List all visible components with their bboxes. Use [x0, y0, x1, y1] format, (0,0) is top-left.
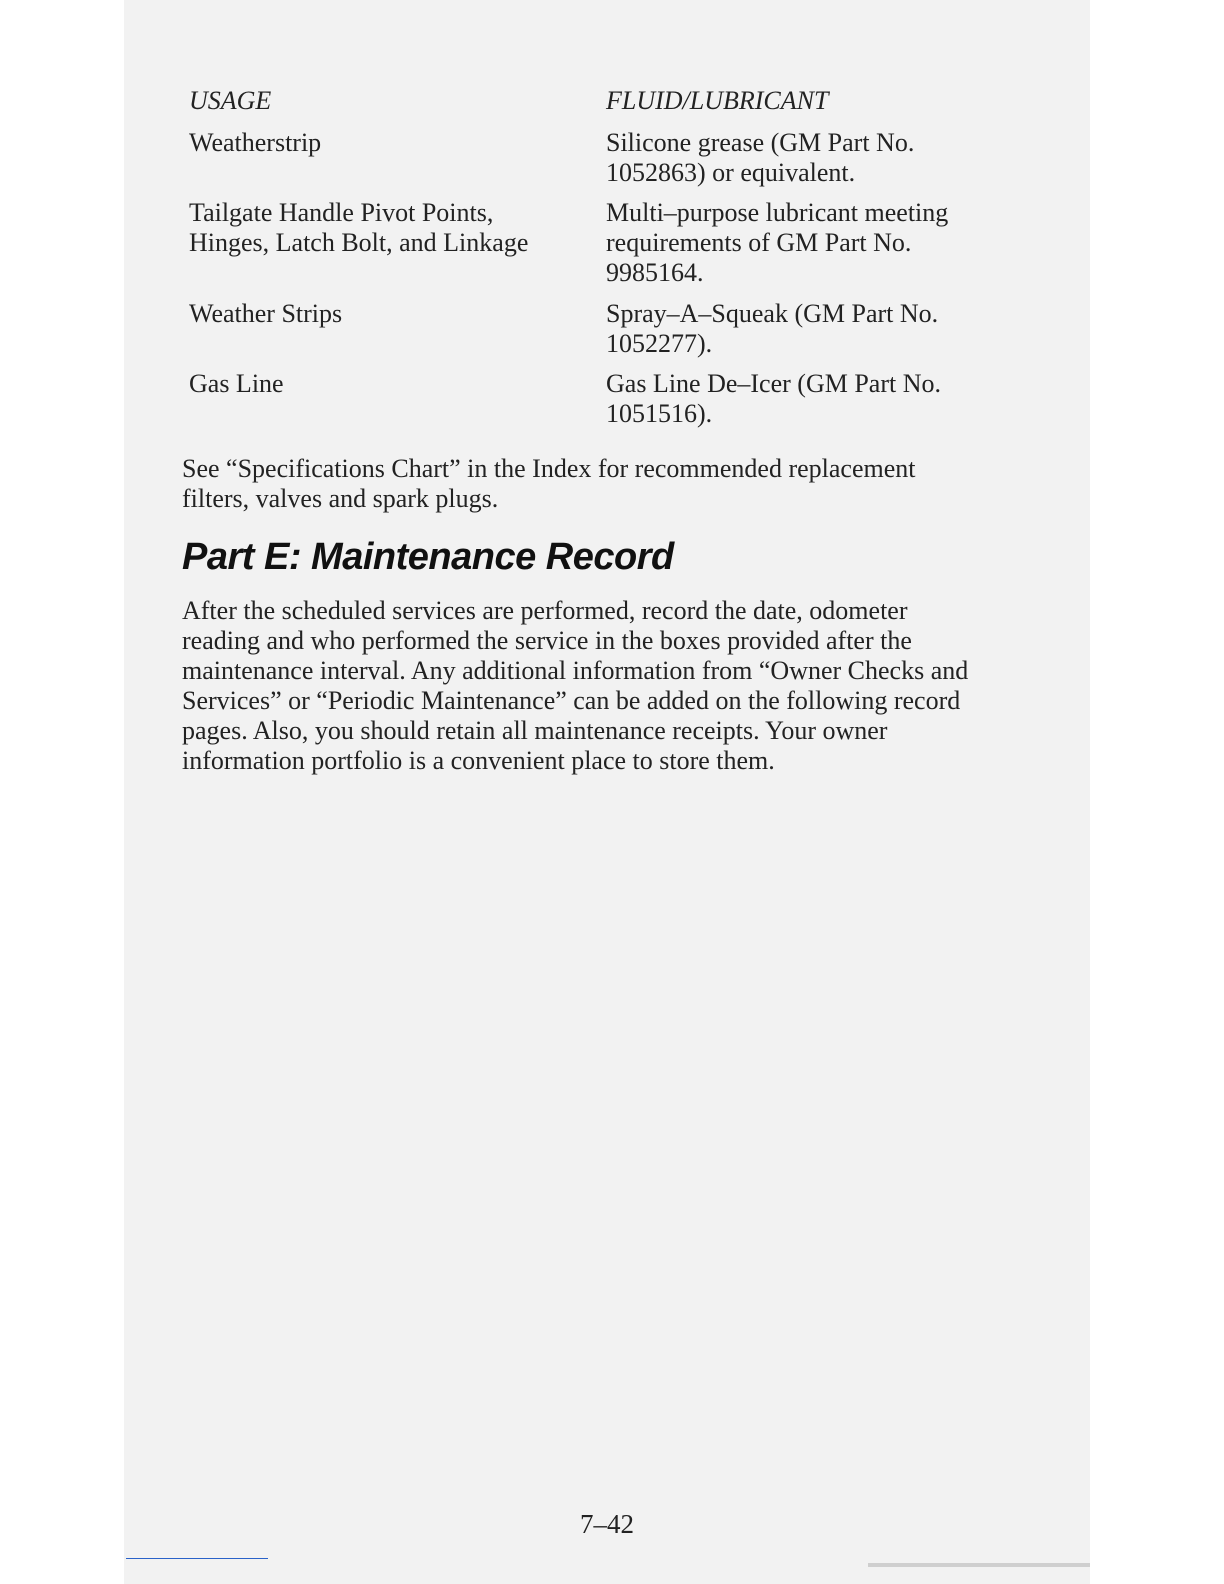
fluid-line: Gas Line De–Icer (GM Part No.	[606, 369, 942, 398]
body-line: Services” or “Periodic Maintenance” can be added on the following record	[182, 686, 961, 715]
fluid-line: Multi–purpose lubricant meeting	[606, 198, 949, 227]
fluid-line: Silicone grease (GM Part No.	[606, 128, 915, 157]
fluid-cell	[606, 128, 1046, 188]
note-line: filters, valves and spark plugs.	[182, 484, 499, 513]
usage-column-header: USAGE	[189, 86, 272, 115]
footer-divider	[126, 1558, 268, 1559]
usage-line: Weather Strips	[189, 299, 343, 328]
fluid-line: 9985164.	[606, 258, 704, 287]
usage-cell	[189, 299, 589, 329]
fluid-cell	[606, 299, 1046, 359]
usage-cell	[189, 369, 589, 399]
body-line: reading and who performed the service in the boxes provided after the	[182, 626, 912, 655]
body-line: information portfolio is a convenient place to store them.	[182, 746, 775, 775]
body-line: After the scheduled services are performed, record the date, odometer	[182, 596, 908, 625]
manual-page	[124, 0, 1090, 1584]
usage-line: Weatherstrip	[189, 128, 322, 157]
page-number: 7–42	[580, 1509, 634, 1539]
fluid-line: 1052277).	[606, 329, 713, 358]
usage-cell	[189, 128, 589, 158]
usage-line: Hinges, Latch Bolt, and Linkage	[189, 228, 529, 257]
fluid-cell	[606, 369, 1046, 429]
footer-bar	[868, 1563, 1090, 1567]
usage-line: Tailgate Handle Pivot Points,	[189, 198, 494, 227]
fluid-cell	[606, 198, 1046, 288]
usage-cell	[189, 198, 589, 258]
body-line: pages. Also, you should retain all maintenance receipts. Your owner	[182, 716, 888, 745]
note-line: See “Specifications Chart” in the Index for recommended replacement	[182, 454, 916, 483]
fluid-column-header: FLUID/LUBRICANT	[606, 86, 829, 115]
specifications-note	[182, 454, 1062, 514]
body-line: maintenance interval. Any additional information from “Owner Checks and	[182, 656, 969, 685]
fluid-line: 1052863) or equivalent.	[606, 158, 856, 187]
fluid-line: Spray–A–Squeak (GM Part No.	[606, 299, 939, 328]
usage-line: Gas Line	[189, 369, 284, 398]
fluid-line: requirements of GM Part No.	[606, 228, 912, 257]
fluid-line: 1051516).	[606, 399, 713, 428]
section-heading: Part E: Maintenance Record	[182, 536, 674, 578]
section-body	[182, 596, 1062, 776]
